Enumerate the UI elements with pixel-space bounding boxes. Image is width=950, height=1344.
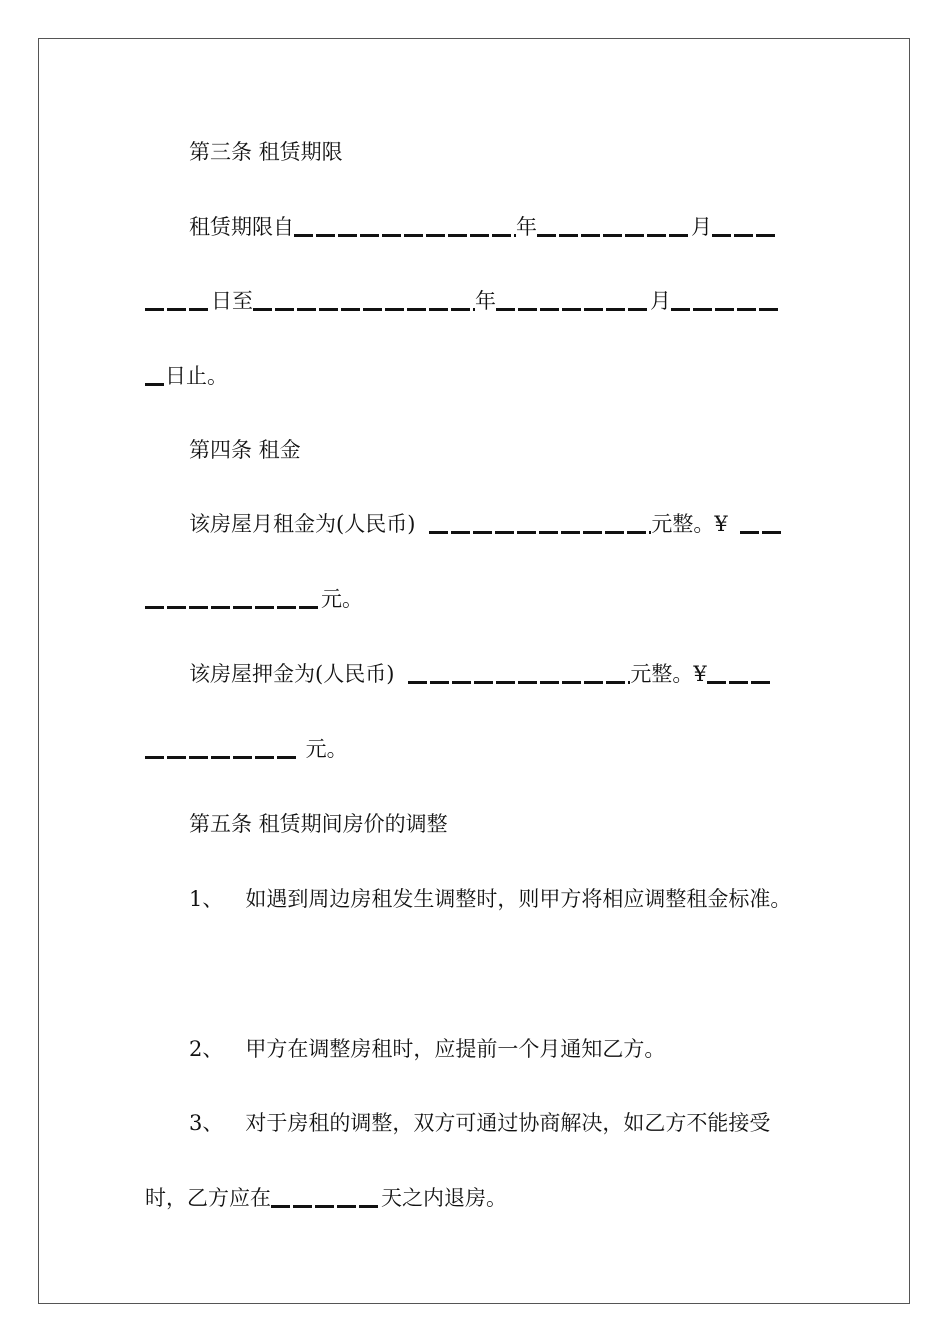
start-month-blank[interactable] — [537, 234, 691, 237]
monthly-rent-label: 该房屋月租金为(人民币) — [189, 512, 416, 536]
item-3-cont-label: 时，乙方应在 — [145, 1186, 271, 1210]
deposit-yuan-end: 元。 — [299, 737, 348, 761]
article-5-item-1 — [189, 884, 791, 914]
end-month-blank[interactable] — [496, 308, 650, 311]
article-4-heading: 第四条 租金 — [189, 438, 301, 462]
start-day-blank-cont[interactable] — [145, 308, 211, 311]
deposit-yuan-label: 元整。¥ — [630, 662, 707, 686]
item-2-text: 甲方在调整房租时，应提前一个月通知乙方。 — [245, 1037, 666, 1061]
move-out-days-blank[interactable] — [271, 1205, 381, 1208]
article-5-heading: 第五条 租赁期间房价的调整 — [189, 812, 448, 836]
lease-term-from-label: 租赁期限自 — [189, 215, 294, 239]
deposit-line — [189, 659, 773, 689]
lease-term-line-2 — [145, 286, 781, 316]
end-year-blank[interactable] — [253, 308, 475, 311]
item-1-number: 1、 — [189, 887, 224, 911]
rent-yuan-end: 元。 — [321, 587, 363, 611]
monthly-rent-amount-blank-cont[interactable] — [145, 606, 321, 609]
year-label-2: 年 — [475, 289, 496, 313]
item-3-number: 3、 — [189, 1111, 224, 1135]
item-2-number: 2、 — [189, 1037, 224, 1061]
start-year-blank[interactable] — [294, 234, 516, 237]
deposit-amount-blank[interactable] — [707, 681, 773, 684]
article-5-item-2 — [189, 1034, 665, 1064]
article-3-heading: 第三条 租赁期限 — [189, 140, 343, 164]
day-end-label: 日止。 — [165, 364, 228, 388]
lease-term-line-1 — [189, 212, 778, 242]
deposit-words-blank[interactable] — [408, 681, 630, 684]
deposit-amount-blank-cont[interactable] — [145, 756, 299, 759]
rent-yuan-label: 元整。¥ — [651, 512, 728, 536]
start-day-blank[interactable] — [712, 234, 778, 237]
month-label-2: 月 — [650, 289, 671, 313]
year-label: 年 — [516, 215, 537, 239]
end-day-blank-cont[interactable] — [145, 383, 165, 386]
lease-term-line-3 — [145, 361, 228, 391]
day-to-label: 日至 — [211, 289, 253, 313]
article-5-item-3-cont — [145, 1183, 507, 1213]
monthly-rent-line — [189, 509, 784, 539]
month-label: 月 — [691, 215, 712, 239]
monthly-rent-line-2 — [145, 584, 363, 614]
deposit-line-2 — [145, 734, 348, 764]
end-day-blank[interactable] — [671, 308, 781, 311]
item-1-text: 如遇到周边房租发生调整时，则甲方将相应调整租金标准。 — [245, 887, 792, 911]
monthly-rent-amount-blank[interactable] — [740, 531, 784, 534]
monthly-rent-words-blank[interactable] — [429, 531, 651, 534]
item-3-cont-end: 天之内退房。 — [381, 1186, 507, 1210]
deposit-label: 该房屋押金为(人民币) — [189, 662, 395, 686]
item-3-text: 对于房租的调整，双方可通过协商解决，如乙方不能接受 — [245, 1111, 771, 1135]
article-5-item-3 — [189, 1108, 770, 1138]
